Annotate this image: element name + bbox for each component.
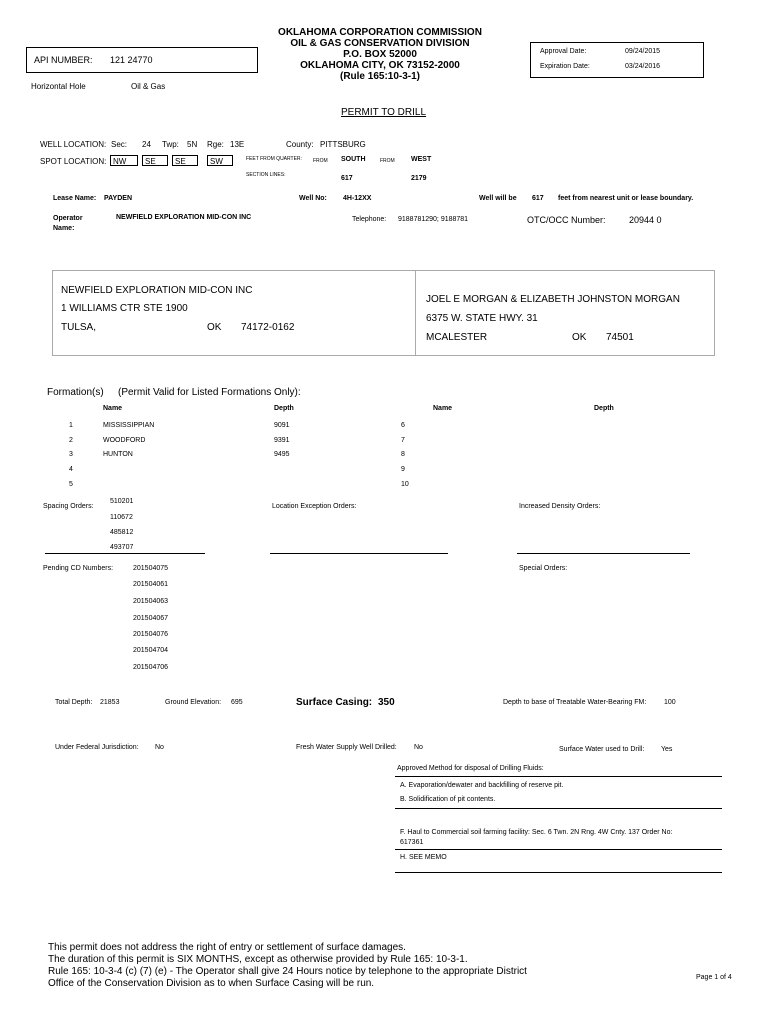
total-depth-label: Total Depth: [55,699,93,706]
lease-name: PAYDEN [104,195,133,202]
formations-col-depth: Depth [274,405,294,412]
feet-value-2: 2179 [411,175,427,182]
lease-distance: 617 [532,195,544,202]
disposal-divider [395,849,722,850]
formation-row-num-2: 10 [401,481,409,488]
otc-number: 20944 0 [629,215,662,225]
pending-cd-number: 201504063 [133,598,169,605]
formation-row-num: 2 [69,437,73,444]
disposal-option-a: A. Evaporation/dewater and backfilling of reserve pit. [400,782,564,789]
approval-date: 09/24/2015 [625,48,661,55]
footer-line-1: This permit does not address the right of entry or settlement of surface damages. [48,942,406,953]
formation-row-num: 3 [69,451,73,458]
header-line-2: OIL & GAS CONSERVATION DIVISION [290,38,470,49]
operator-name-label [53,214,83,234]
lease-name-label: Lease Name: [53,195,97,202]
operator-address-name: NEWFIELD EXPLORATION MID-CON INC [61,285,253,296]
disposal-divider [395,808,722,809]
sec-value: 24 [142,140,151,149]
surface-casing: 350 [378,697,395,708]
footer-line-2: The duration of this permit is SIX MONTHS, except as otherwise provided by Rule 165: 10-3-1. [48,954,468,965]
well-no: 4H-12XX [343,195,372,202]
operator-label-line-2: Name: [53,225,75,232]
surface-owner-street: 6375 W. STATE HWY. 31 [426,313,538,324]
commission-header [260,27,500,82]
operator-address-zip: 74172-0162 [241,322,295,333]
twp-value: 5N [187,140,198,149]
disposal-title: Approved Method for disposal of Drilling Fluids: [397,765,544,772]
location-exception-divider [270,553,448,554]
spacing-divider [45,553,205,554]
county-label: County: [286,140,314,149]
expiration-date-label: Expiration Date: [540,63,590,70]
federal-jurisdiction: No [155,744,164,751]
well-location-label: WELL LOCATION: [40,140,107,149]
footer-notes [48,942,527,990]
formation-row-name: HUNTON [103,451,133,458]
disposal-option-b: B. Solidification of pit contents. [400,796,496,803]
page-number: Page 1 of 4 [696,974,732,981]
federal-jurisdiction-label: Under Federal Jurisdiction: [55,744,139,751]
feet-value-1: 617 [341,175,353,182]
sec-label: Sec: [111,140,128,149]
ground-elevation: 695 [231,699,243,706]
formation-row-num-2: 9 [401,466,405,473]
formation-row-num: 4 [69,466,73,473]
rge-value: 13E [230,140,245,149]
spacing-orders-label: Spacing Orders: [43,503,94,510]
formation-row-depth: 9391 [274,437,290,444]
special-orders-label: Special Orders: [519,565,568,572]
section-lines-label: SECTION LINES: [246,172,286,178]
increased-density-label: Increased Density Orders: [519,503,601,510]
formation-row-num-2: 7 [401,437,405,444]
header-line-1: OKLAHOMA CORPORATION COMMISSION [278,27,482,38]
surface-water-label: Surface Water used to Drill: [559,746,645,753]
pending-cd-number: 201504706 [133,664,169,671]
formations-col-name-2: Name [433,405,453,412]
telephone-label: Telephone: [352,216,387,223]
expiration-date: 03/24/2016 [625,63,661,70]
fresh-water: No [414,744,423,751]
spot-location-label: SPOT LOCATION: [40,157,107,166]
formation-row-num: 1 [69,422,73,429]
formation-row-num-2: 8 [401,451,405,458]
from-label-1: FROM [313,158,328,164]
county-value: PITTSBURG [320,140,366,149]
footer-line-4: Office of the Conservation Division as to when Surface Casing will be run. [48,978,375,989]
header-line-5: (Rule 165:10-3-1) [339,71,421,82]
formation-row-num: 5 [69,481,73,488]
page-title: PERMIT TO DRILL [341,107,427,118]
formations-title: Formation(s) [47,387,104,398]
telephone: 9188781290; 9188781 [398,216,469,223]
feet-from-quarter-label: FEET FROM QUARTER: [246,156,302,162]
spot-box-4: SW [207,155,233,166]
operator-name: NEWFIELD EXPLORATION MID-CON INC [116,214,252,221]
treatable-water-label: Depth to base of Treatable Water-Bearing FM: [503,699,647,706]
formations-subtitle: (Permit Valid for Listed Formations Only): [118,387,301,398]
total-depth: 21853 [100,699,120,706]
operator-label-line-1: Operator [53,215,83,222]
direction-1: SOUTH [341,156,366,163]
lease-distance-text: feet from nearest unit or lease boundary. [558,195,694,202]
pending-cd-number: 201504075 [133,565,169,572]
pending-cd-label: Pending CD Numbers: [43,565,114,572]
well-will-be-label: Well will be [479,195,517,202]
spacing-order: 485812 [110,529,134,536]
footer-line-3: Rule 165: 10-3-4 (c) (7) (e) - The Operator shall give 24 Hours notice by telephone to the appropriate District [48,966,527,977]
pending-cd-number: 201504067 [133,615,169,622]
surface-casing-label: Surface Casing: [296,697,373,708]
spacing-order: 493707 [110,544,134,551]
well-type: Oil & Gas [131,82,166,91]
from-label-2: FROM [380,158,395,164]
disposal-option-f-line-2: 617361 [400,839,424,846]
hole-type: Horizontal Hole [31,82,86,91]
pending-cd-number: 201504061 [133,581,169,588]
direction-2: WEST [411,156,432,163]
disposal-option-f [400,828,672,848]
location-exception-label: Location Exception Orders: [272,503,357,510]
spot-box-3: SE [172,155,198,166]
surface-owner-name: JOEL E MORGAN & ELIZABETH JOHNSTON MORGAN [426,294,680,305]
header-line-4: OKLAHOMA CITY, OK 73152-2000 [300,60,460,71]
api-label: API NUMBER: [34,55,93,65]
increased-density-divider [517,553,690,554]
surface-owner-city: MCALESTER [426,332,488,343]
rge-label: Rge: [207,140,224,149]
well-no-label: Well No: [299,195,327,202]
treatable-water-depth: 100 [664,699,676,706]
formations-col-depth-2: Depth [594,405,614,412]
disposal-divider [395,776,722,777]
operator-address-state: OK [207,322,222,333]
spacing-order: 510201 [110,498,134,505]
header-line-3: P.O. BOX 52000 [343,49,417,60]
formations-col-name: Name [103,405,123,412]
disposal-divider [395,872,722,873]
spacing-order: 110672 [110,514,133,521]
operator-address-city: TULSA, [61,322,97,333]
formation-row-name: WOODFORD [103,437,146,444]
spot-box-1: NW [110,155,138,166]
surface-owner-zip: 74501 [606,332,634,343]
fresh-water-label: Fresh Water Supply Well Drilled: [296,744,397,751]
pending-cd-number: 201504076 [133,631,169,638]
twp-label: Twp: [162,140,179,149]
formation-row-num-2: 6 [401,422,405,429]
formation-row-depth: 9495 [274,451,290,458]
surface-water: Yes [661,746,673,753]
surface-owner-state: OK [572,332,587,343]
api-number: 121 24770 [110,55,153,65]
disposal-option-f-line-1: F. Haul to Commercial soil farming facility: Sec. 6 Twn. 2N Rng. 4W Cnty. 137 Order No: [400,829,673,836]
spot-box-2: SE [142,155,168,166]
otc-label: OTC/OCC Number: [527,215,606,225]
operator-address-street: 1 WILLIAMS CTR STE 1900 [61,303,188,314]
ground-elevation-label: Ground Elevation: [165,699,222,706]
pending-cd-number: 201504704 [133,647,169,654]
formation-row-name: MISSISSIPPIAN [103,422,155,429]
approval-date-label: Approval Date: [540,48,587,55]
disposal-option-h: H. SEE MEMO [400,854,447,861]
formation-row-depth: 9091 [274,422,290,429]
